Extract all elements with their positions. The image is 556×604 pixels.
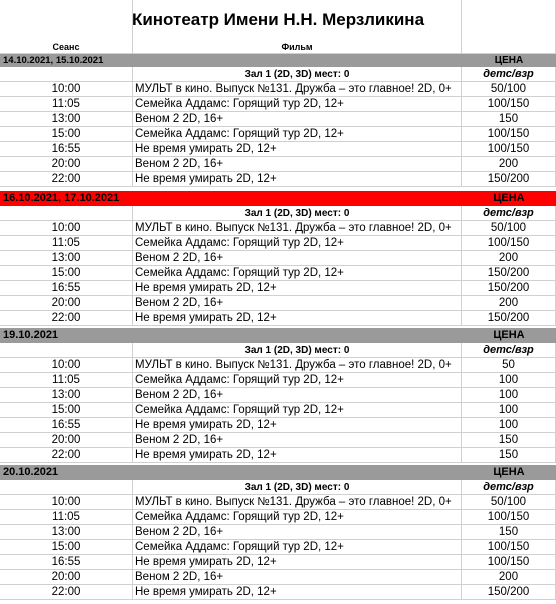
session-price: 100/150 [462, 97, 556, 112]
session-price: 100 [462, 373, 556, 388]
hall-label: Зал 1 (2D, 3D) мест: 0 [133, 206, 462, 221]
price-header: ЦЕНА [493, 466, 525, 478]
table-row [0, 585, 556, 600]
session-film: Семейка Аддамс: Горящий тур 2D, 12+ [133, 266, 462, 281]
date-label: 19.10.2021 [3, 329, 59, 341]
hall-row-blank [0, 206, 133, 221]
session-time: 15:00 [0, 266, 133, 281]
table-row [0, 266, 556, 281]
session-time: 11:05 [0, 373, 133, 388]
session-film: Веном 2 2D, 16+ [133, 570, 462, 585]
session-film: Веном 2 2D, 16+ [133, 157, 462, 172]
session-film: МУЛЬТ в кино. Выпуск №131. Дружба – это главное! 2D, 0+ [133, 495, 462, 510]
hall-label: Зал 1 (2D, 3D) мест: 0 [133, 343, 462, 358]
table-row [0, 403, 556, 418]
session-price: 150/200 [462, 266, 556, 281]
session-film: Не время умирать 2D, 12+ [133, 448, 462, 463]
session-price: 150/200 [462, 281, 556, 296]
session-price: 100 [462, 388, 556, 403]
table-row [0, 373, 556, 388]
table-row [0, 388, 556, 403]
session-time: 11:05 [0, 510, 133, 525]
session-time: 15:00 [0, 403, 133, 418]
session-price: 150 [462, 433, 556, 448]
table-row [0, 251, 556, 266]
session-price: 100/150 [462, 127, 556, 142]
session-time: 15:00 [0, 127, 133, 142]
table-row [0, 82, 556, 97]
session-film: Не время умирать 2D, 12+ [133, 585, 462, 600]
session-price: 150 [462, 112, 556, 127]
hall-row [0, 206, 556, 221]
session-price: 100 [462, 418, 556, 433]
table-row [0, 142, 556, 157]
session-film: Семейка Аддамс: Горящий тур 2D, 12+ [133, 510, 462, 525]
column-header-row [0, 40, 556, 54]
session-price: 100/150 [462, 142, 556, 157]
session-price: 50/100 [462, 82, 556, 97]
session-time: 20:00 [0, 433, 133, 448]
table-row [0, 495, 556, 510]
session-time: 22:00 [0, 448, 133, 463]
session-film: Веном 2 2D, 16+ [133, 296, 462, 311]
hall-row-blank [0, 343, 133, 358]
session-price: 100 [462, 403, 556, 418]
date-row [0, 191, 556, 206]
session-time: 16:55 [0, 281, 133, 296]
session-film: Не время умирать 2D, 12+ [133, 311, 462, 326]
page-title: Кинотеатр Имени Н.Н. Мерзликина [131, 10, 425, 29]
session-film: МУЛЬТ в кино. Выпуск №131. Дружба – это главное! 2D, 0+ [133, 82, 462, 97]
table-row [0, 418, 556, 433]
session-price: 200 [462, 296, 556, 311]
session-film: Семейка Аддамс: Горящий тур 2D, 12+ [133, 403, 462, 418]
session-price: 150/200 [462, 585, 556, 600]
date-row [0, 465, 556, 480]
session-price: 150/200 [462, 172, 556, 187]
session-time: 11:05 [0, 236, 133, 251]
table-row [0, 157, 556, 172]
table-row [0, 172, 556, 187]
session-price: 200 [462, 157, 556, 172]
table-row [0, 127, 556, 142]
session-price: 100/150 [462, 510, 556, 525]
date-label: 16.10.2021, 17.10.2021 [3, 192, 120, 204]
table-row [0, 358, 556, 373]
hall-label: Зал 1 (2D, 3D) мест: 0 [133, 67, 462, 82]
session-time: 13:00 [0, 112, 133, 127]
session-price: 150/200 [462, 311, 556, 326]
session-film: Семейка Аддамс: Горящий тур 2D, 12+ [133, 127, 462, 142]
session-price: 150 [462, 525, 556, 540]
date-row [0, 328, 556, 343]
session-film: Не время умирать 2D, 12+ [133, 418, 462, 433]
session-price: 150 [462, 448, 556, 463]
session-film: Не время умирать 2D, 12+ [133, 281, 462, 296]
price-ratio-label: детс/взр [462, 206, 556, 221]
price-header: ЦЕНА [493, 329, 525, 341]
session-price: 200 [462, 251, 556, 266]
price-header: ЦЕНА [494, 55, 524, 66]
table-row [0, 540, 556, 555]
session-time: 20:00 [0, 570, 133, 585]
session-film: Веном 2 2D, 16+ [133, 388, 462, 403]
table-row [0, 112, 556, 127]
session-film: Веном 2 2D, 16+ [133, 433, 462, 448]
column-header-time: Сеанс [0, 40, 133, 54]
column-header-film: Фильм [133, 40, 462, 54]
table-row [0, 433, 556, 448]
table-row [0, 311, 556, 326]
table-row [0, 281, 556, 296]
table-row [0, 236, 556, 251]
session-film: Семейка Аддамс: Горящий тур 2D, 12+ [133, 373, 462, 388]
session-film: Не время умирать 2D, 12+ [133, 555, 462, 570]
session-price: 100/150 [462, 236, 556, 251]
session-time: 13:00 [0, 525, 133, 540]
session-film: Веном 2 2D, 16+ [133, 112, 462, 127]
table-row [0, 221, 556, 236]
session-price: 50 [462, 358, 556, 373]
session-price: 100/150 [462, 540, 556, 555]
session-time: 16:55 [0, 555, 133, 570]
session-price: 200 [462, 570, 556, 585]
table-row [0, 510, 556, 525]
session-time: 10:00 [0, 495, 133, 510]
session-time: 13:00 [0, 251, 133, 266]
hall-row [0, 343, 556, 358]
session-film: МУЛЬТ в кино. Выпуск №131. Дружба – это главное! 2D, 0+ [133, 358, 462, 373]
session-film: Семейка Аддамс: Горящий тур 2D, 12+ [133, 97, 462, 112]
session-film: Не время умирать 2D, 12+ [133, 142, 462, 157]
session-time: 11:05 [0, 97, 133, 112]
session-time: 22:00 [0, 172, 133, 187]
session-price: 50/100 [462, 495, 556, 510]
session-film: Семейка Аддамс: Горящий тур 2D, 12+ [133, 236, 462, 251]
session-time: 10:00 [0, 358, 133, 373]
price-ratio-label: детс/взр [462, 343, 556, 358]
session-time: 10:00 [0, 82, 133, 97]
title-row [0, 0, 556, 40]
session-film: МУЛЬТ в кино. Выпуск №131. Дружба – это главное! 2D, 0+ [133, 221, 462, 236]
hall-row-blank [0, 67, 133, 82]
hall-row-blank [0, 480, 133, 495]
session-time: 16:55 [0, 142, 133, 157]
price-ratio-label: детс/взр [462, 67, 556, 82]
session-time: 22:00 [0, 585, 133, 600]
date-label: 20.10.2021 [3, 466, 59, 478]
session-time: 15:00 [0, 540, 133, 555]
session-price: 100/150 [462, 555, 556, 570]
session-time: 16:55 [0, 418, 133, 433]
table-row [0, 97, 556, 112]
column-header-price [462, 40, 556, 54]
session-film: Не время умирать 2D, 12+ [133, 172, 462, 187]
session-time: 20:00 [0, 157, 133, 172]
date-row [0, 54, 556, 67]
price-ratio-label: детс/взр [462, 480, 556, 495]
table-row [0, 555, 556, 570]
hall-row [0, 67, 556, 82]
table-row [0, 525, 556, 540]
session-film: Веном 2 2D, 16+ [133, 525, 462, 540]
session-film: Веном 2 2D, 16+ [133, 251, 462, 266]
hall-row [0, 480, 556, 495]
table-row [0, 448, 556, 463]
session-time: 22:00 [0, 311, 133, 326]
session-time: 20:00 [0, 296, 133, 311]
date-label: 14.10.2021, 15.10.2021 [3, 55, 104, 66]
table-row [0, 570, 556, 585]
session-time: 13:00 [0, 388, 133, 403]
session-price: 50/100 [462, 221, 556, 236]
table-row [0, 296, 556, 311]
session-film: Семейка Аддамс: Горящий тур 2D, 12+ [133, 540, 462, 555]
session-time: 10:00 [0, 221, 133, 236]
price-header: ЦЕНА [493, 192, 525, 204]
hall-label: Зал 1 (2D, 3D) мест: 0 [133, 480, 462, 495]
